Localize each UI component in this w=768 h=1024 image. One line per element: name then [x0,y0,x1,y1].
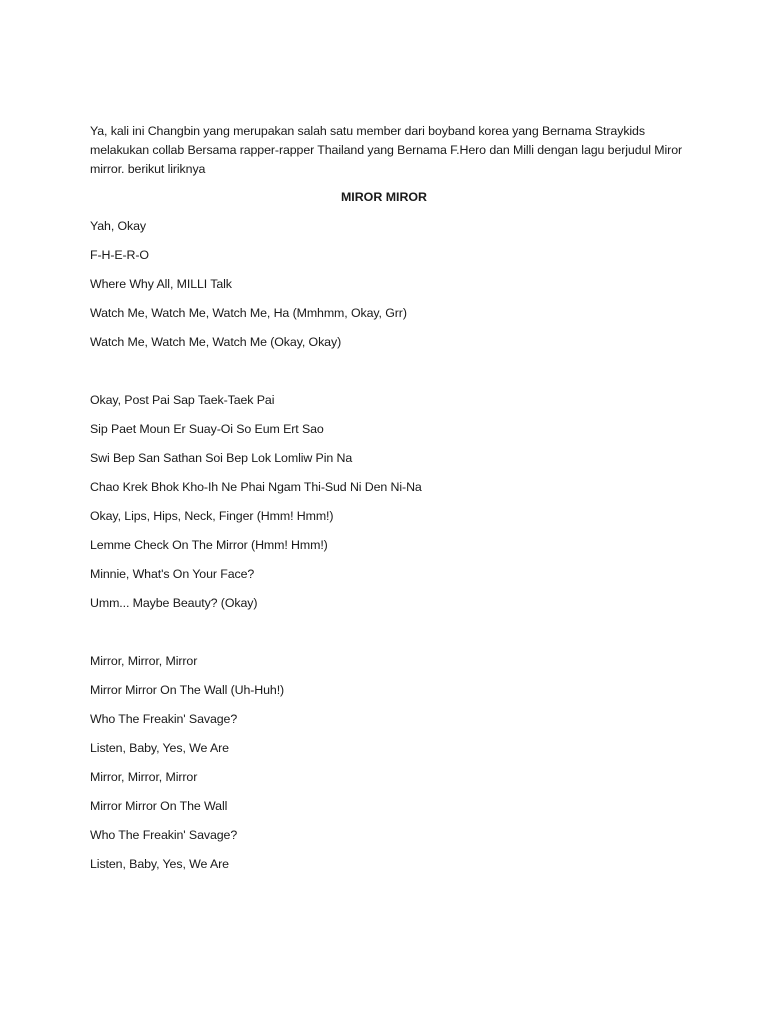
lyric-line: Where Why All, MILLI Talk [90,277,232,291]
lyric-line: Mirror, Mirror, Mirror [90,770,198,784]
lyric-line: Watch Me, Watch Me, Watch Me (Okay, Okay) [90,335,342,349]
lyric-line: Okay, Lips, Hips, Neck, Finger (Hmm! Hmm!) [90,509,334,523]
lyric-line: Mirror, Mirror, Mirror [90,654,198,668]
lyric-line: Okay, Post Pai Sap Taek-Taek Pai [90,393,275,407]
lyric-line: Umm... Maybe Beauty? (Okay) [90,596,258,610]
lyric-line: Yah, Okay [90,219,147,233]
lyric-line: Swi Bep San Sathan Soi Bep Lok Lomliw Pin Na [90,451,353,465]
song-title: MIROR MIROR [340,190,428,204]
lyric-line: Mirror Mirror On The Wall [90,799,228,813]
lyric-line: Lemme Check On The Mirror (Hmm! Hmm!) [90,538,328,552]
lyric-line: Listen, Baby, Yes, We Are [90,741,229,755]
lyric-line: F-H-E-R-O [90,248,149,262]
lyric-line: Watch Me, Watch Me, Watch Me, Ha (Mmhmm, Okay, Grr) [90,306,407,320]
lyric-line: Chao Krek Bhok Kho-Ih Ne Phai Ngam Thi-Sud Ni Den Ni-Na [90,480,422,494]
lyric-line: Sip Paet Moun Er Suay-Oi So Eum Ert Sao [90,422,324,436]
lyric-line: Listen, Baby, Yes, We Are [90,857,229,871]
intro-paragraph: Ya, kali ini Changbin yang merupakan salah satu member dari boyband korea yang Bernama Straykids melakukan collab Bersama rapper-rapper Thailand yang Bernama F.Hero dan Milli dengan lagu berjudul Miror mirror. berikut liriknya [90,124,683,176]
lyric-line: Who The Freakin' Savage? [90,712,238,726]
lyric-line: Who The Freakin' Savage? [90,828,238,842]
lyric-line: Mirror Mirror On The Wall (Uh-Huh!) [90,683,285,697]
lyric-line: Minnie, What's On Your Face? [90,567,255,581]
